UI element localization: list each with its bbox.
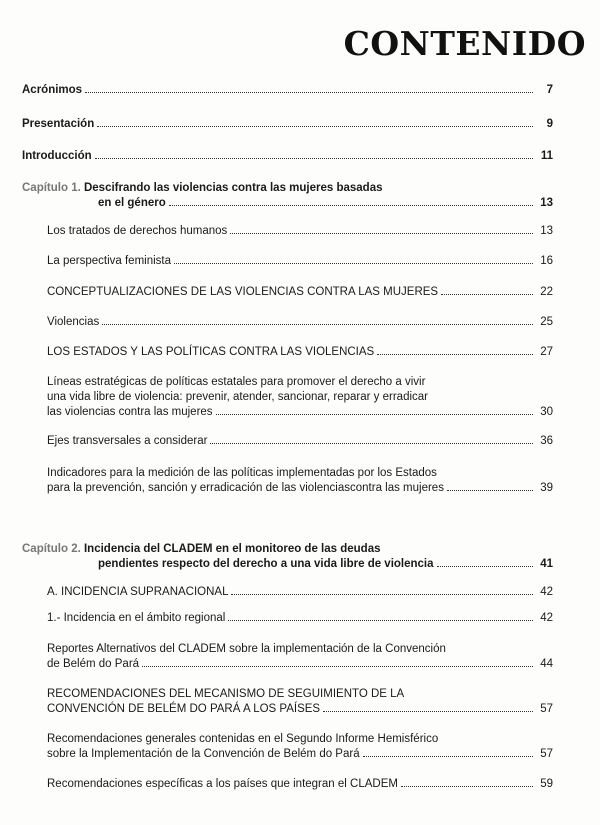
toc-entry-lineas[interactable] [47, 375, 553, 420]
leader-dots [95, 158, 533, 159]
page-title: CONTENIDO [343, 24, 586, 63]
leader-dots [228, 620, 533, 621]
toc-entry-recomendaciones-mecanismo[interactable] [47, 687, 553, 717]
toc-entry-text: Introducción [22, 150, 92, 162]
leader-dots [377, 354, 533, 355]
toc-page-number: 57 [540, 748, 553, 760]
toc-entry-line: CONVENCIÓN DE BELÉM DO PARÁ A LOS PAÍSES [47, 703, 321, 715]
toc-page-number: 11 [540, 150, 553, 162]
toc-entry-conceptualizaciones[interactable] [47, 285, 553, 300]
toc-page-number: 7 [546, 84, 553, 96]
leader-dots [142, 666, 533, 667]
leader-dots [447, 490, 533, 491]
chapter-title-line: pendientes respecto del derecho a una vida libre de violencia [98, 558, 434, 570]
toc-entry-line: las violencias contra las mujeres [47, 406, 213, 418]
leader-dots [323, 711, 533, 712]
chapter-label: Capítulo 2. [22, 543, 81, 555]
toc-entry-text: CONCEPTUALIZACIONES DE LAS VIOLENCIAS CONTRA LAS MUJERES [47, 286, 439, 298]
toc-entry-text: Ejes transversales a considerar [47, 435, 208, 447]
toc-page-number: 30 [540, 406, 553, 418]
toc-entry-recomendaciones-especificas[interactable] [47, 777, 553, 792]
toc-entry-introduccion[interactable] [22, 149, 553, 164]
toc-entry-perspectiva[interactable] [47, 254, 553, 269]
toc-page-number: 44 [540, 658, 553, 670]
toc-entry-ambito-regional[interactable] [47, 611, 553, 626]
leader-dots [401, 786, 533, 787]
toc-page-number: 57 [540, 703, 553, 715]
chapter-title-line: en el género [98, 197, 166, 209]
leader-dots [97, 126, 533, 127]
toc-page-number: 36 [540, 435, 553, 447]
toc-page-number: 16 [540, 255, 553, 267]
toc-entry-line: una vida libre de violencia: prevenir, atender, sancionar, reparar y erradicar [47, 391, 428, 403]
leader-dots [169, 205, 533, 206]
toc-page-number: 42 [540, 586, 553, 598]
leader-dots [174, 263, 533, 264]
toc-page-number: 39 [540, 482, 553, 494]
toc-entry-ejes[interactable] [47, 434, 553, 449]
toc-page-number: 25 [540, 316, 553, 328]
toc-entry-violencias[interactable] [47, 315, 553, 330]
toc-entry-line: de Belém do Pará [47, 658, 140, 670]
toc-entry-text: Presentación [22, 118, 95, 130]
toc-page-number: 22 [540, 286, 553, 298]
leader-dots [441, 294, 533, 295]
leader-dots [210, 443, 533, 444]
leader-dots [437, 566, 533, 567]
toc-entry-presentacion[interactable] [22, 117, 553, 132]
toc-entry-line: Reportes Alternativos del CLADEM sobre la implementación de la Convención [47, 643, 446, 655]
toc-entry-line: Indicadores para la medición de las políticas implementadas por los Estados [47, 467, 437, 479]
toc-entry-line: sobre la Implementación de la Convención de Belém do Pará [47, 748, 360, 760]
toc-page-number: 13 [540, 197, 553, 209]
toc-entry-text: La perspectiva feminista [47, 255, 172, 267]
toc-entry-indicadores[interactable] [47, 466, 553, 496]
toc-entry-line: Recomendaciones generales contenidas en el Segundo Informe Hemisférico [47, 733, 439, 745]
toc-entry-tratados[interactable] [47, 224, 553, 239]
toc-chapter-2[interactable] [22, 542, 553, 572]
toc-chapter-1[interactable] [22, 181, 553, 211]
toc-entry-text: Violencias [47, 316, 100, 328]
toc-page-number: 27 [540, 346, 553, 358]
toc-entry-recomendaciones-generales[interactable] [47, 732, 553, 762]
toc-page-number: 9 [546, 118, 553, 130]
chapter-label: Capítulo 1. [22, 182, 81, 194]
toc-entry-text: Recomendaciones específicas a los países que integran el CLADEM [47, 778, 398, 790]
leader-dots [85, 92, 533, 93]
toc-entry-text: 1.- Incidencia en el ámbito regional [47, 612, 226, 624]
toc-entry-estados[interactable] [47, 345, 553, 360]
toc-page-number: 42 [540, 612, 553, 624]
toc-entry-reportes[interactable] [47, 642, 553, 672]
chapter-title-line: Incidencia del CLADEM en el monitoreo de las deudas [83, 543, 381, 555]
toc-entry-acronimos[interactable] [22, 83, 553, 98]
toc-entry-text: Los tratados de derechos humanos [47, 225, 228, 237]
toc-entry-line: para la prevención, sanción y erradicación de las violenciascontra las mujeres [47, 482, 444, 494]
toc-entry-incidencia-supranacional[interactable] [47, 585, 553, 600]
toc-page-number: 41 [540, 558, 553, 570]
toc-page-number: 59 [540, 778, 553, 790]
toc-entry-line: RECOMENDACIONES DEL MECANISMO DE SEGUIMIENTO DE LA [47, 688, 405, 700]
toc-page-number: 13 [540, 225, 553, 237]
toc-entry-text: Acrónimos [22, 84, 83, 96]
leader-dots [230, 233, 533, 234]
toc-entry-line: Líneas estratégicas de políticas estatales para promover el derecho a vivir [47, 376, 426, 388]
leader-dots [216, 414, 533, 415]
chapter-title-line: Descifrando las violencias contra las mujeres basadas [83, 182, 383, 194]
leader-dots [363, 756, 533, 757]
toc-entry-text: LOS ESTADOS Y LAS POLÍTICAS CONTRA LAS VIOLENCIAS [47, 346, 375, 358]
leader-dots [231, 594, 533, 595]
leader-dots [102, 324, 533, 325]
toc-entry-text: A. INCIDENCIA SUPRANACIONAL [47, 586, 229, 598]
